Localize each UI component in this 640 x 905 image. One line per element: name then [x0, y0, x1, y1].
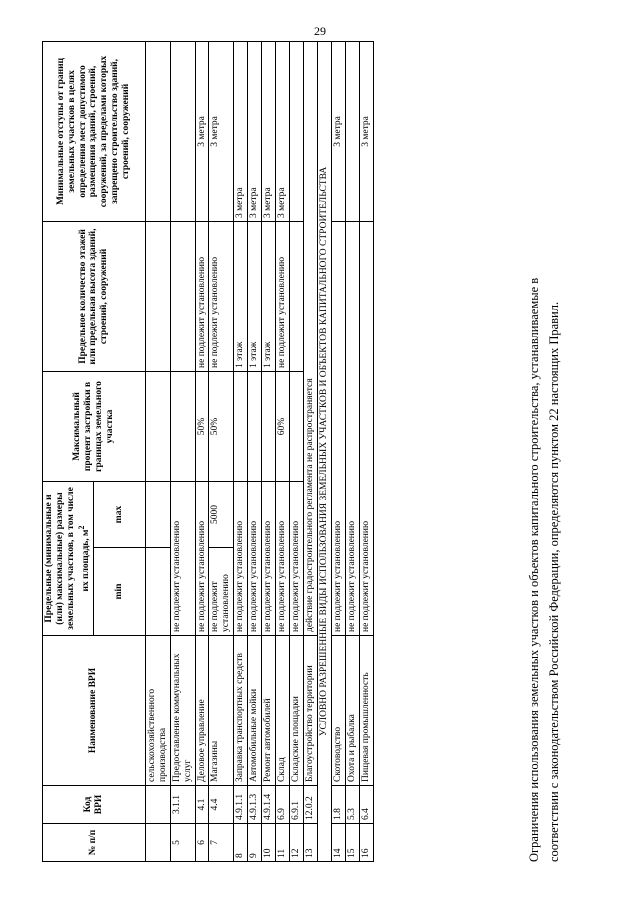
- cell-max: [145, 481, 170, 547]
- cell-num: 12: [289, 824, 303, 862]
- cell-floors: [170, 221, 195, 371]
- cell-name: сельскохозяйственного производства: [145, 636, 170, 786]
- footnote-line-2: соответствии с законодательством Российской Федерации, определяются пунктом 22 настоящих Правил.: [547, 301, 561, 862]
- cell-minmax: не подлежит установлению: [170, 481, 195, 635]
- footnote: [524, 42, 564, 862]
- header-floors: Предельное количество этажей или предельная высота зданий, строений, сооружений: [43, 221, 146, 371]
- regulations-table: [42, 41, 374, 862]
- header-row: [43, 41, 94, 861]
- table-row: [276, 41, 290, 861]
- cell-minmax: не подлежит установлению: [248, 481, 262, 635]
- cell-code: 4.1: [195, 786, 209, 824]
- table-row: [331, 41, 345, 861]
- cell-pct: [234, 371, 248, 481]
- cell-code: 4.4: [209, 786, 234, 824]
- cell-setback: 3 метра: [276, 41, 290, 221]
- cell-num: 15: [345, 824, 359, 862]
- cell-code: 5.3: [345, 786, 359, 824]
- cell-minmax: не подлежит установлению: [289, 481, 303, 635]
- cell-code: 4.9.1.4: [262, 786, 276, 824]
- cell-minmax: не подлежит установлению: [359, 221, 373, 635]
- cell-name: Охота и рыбалка: [345, 636, 359, 786]
- cell-setback: 3 метра: [359, 41, 373, 221]
- header-size: [43, 481, 94, 635]
- cell-code: 3.1.1: [170, 786, 195, 824]
- cell-name: Заправка транспортных средств: [234, 636, 248, 786]
- cell-setback: 3 метра: [234, 41, 248, 221]
- cell-name: Скотоводство: [331, 636, 345, 786]
- table-row: [345, 41, 359, 861]
- table-row: [209, 41, 234, 861]
- cell-floors: [289, 221, 303, 371]
- cell-minmax: не подлежит установлению: [331, 221, 345, 635]
- cell-minmax: не подлежит установлению: [345, 221, 359, 635]
- cell-name: Благоустройство территории: [303, 636, 317, 786]
- cell-name: Автомобильные мойки: [248, 636, 262, 786]
- cell-code: 4.9.1.1: [234, 786, 248, 824]
- table-row: [248, 41, 262, 861]
- cell-name: Деловое управление: [195, 636, 209, 786]
- cell-num: 10: [262, 824, 276, 862]
- header-pct: Максимальный процент застройки в границах земельного участка: [43, 371, 146, 481]
- header-num: № п/п: [43, 824, 146, 862]
- cell-num: 14: [331, 824, 345, 862]
- cell-pct: [248, 371, 262, 481]
- rotated-page-content: [42, 42, 582, 862]
- cell-pct: [262, 371, 276, 481]
- section-title: УСЛОВНО РАЗРЕШЕННЫЕ ВИДЫ ИСПОЛЬЗОВАНИЯ ЗЕМЕЛЬНЫХ УЧАСТКОВ И ОБЪЕКТОВ КАПИТАЛЬНОГО СТРОИТЕЛЬСТВА: [317, 41, 331, 861]
- cell-setback: 3 метра: [331, 41, 345, 221]
- cell-num: 7: [209, 824, 234, 862]
- cell-regulation-note: действие градостроительного регламента не распространяется: [303, 41, 317, 635]
- cell-num: 11: [276, 824, 290, 862]
- table-row: [195, 41, 209, 861]
- table-row: [289, 41, 303, 861]
- cell-name: Предоставление коммунальных услуг: [170, 636, 195, 786]
- footnote-line-1: Ограничения использования земельных участков и объектов капитального строительства, устанавливаемые в: [527, 277, 541, 862]
- cell-minmax: не подлежит установлению: [262, 481, 276, 635]
- cell-min: не подлежит установлению: [209, 548, 234, 636]
- cell-floors: 1 этаж: [262, 221, 276, 371]
- cell-pct: 50%: [195, 371, 209, 481]
- cell-num: 13: [303, 824, 317, 862]
- section-row: [317, 41, 331, 861]
- cell-setback: 3 метра: [248, 41, 262, 221]
- table-row: [170, 41, 195, 861]
- header-min: min: [93, 548, 145, 636]
- cell-name: Ремонт автомобилей: [262, 636, 276, 786]
- cell-num: 6: [195, 824, 209, 862]
- header-size-text: Предельные (минимальные и (или) максимальные) размеры земельных участков, в том числе их площадь, м: [44, 487, 91, 630]
- cell-minmax: не подлежит установлению: [195, 481, 209, 635]
- table-row: [303, 41, 317, 861]
- cell-minmax: не подлежит установлению: [276, 481, 290, 635]
- table-row: [359, 41, 373, 861]
- cell-pct: [289, 371, 303, 481]
- cell-setback: [345, 41, 359, 221]
- cell-num: 16: [359, 824, 373, 862]
- cell-num: 5: [170, 824, 195, 862]
- cell-code: 4.9.1.3: [248, 786, 262, 824]
- header-code: Код ВРИ: [43, 786, 146, 824]
- cell-code: 1.8: [331, 786, 345, 824]
- cell-setback: [289, 41, 303, 221]
- cell-num: 8: [234, 824, 248, 862]
- cell-min: [145, 548, 170, 636]
- cell-pct: [145, 371, 170, 481]
- cell-code: 12.0.2: [303, 786, 317, 824]
- cell-floors: 1 этаж: [234, 221, 248, 371]
- cell-minmax: не подлежит установлению: [234, 481, 248, 635]
- cell-name: Пищевая промышленность: [359, 636, 373, 786]
- cell-setback: [170, 41, 195, 221]
- cell-name: Склад: [276, 636, 290, 786]
- cell-max: 5000: [209, 481, 234, 547]
- cell-floors: не подлежит установлению: [276, 221, 290, 371]
- cell-code: 6.4: [359, 786, 373, 824]
- table-row: [262, 41, 276, 861]
- header-name: Наименование ВРИ: [43, 636, 146, 786]
- cell-code: [145, 786, 170, 824]
- table-row: [145, 41, 170, 861]
- header-max: max: [93, 481, 145, 547]
- page-number: 29: [314, 24, 326, 38]
- cell-code: 6.9: [276, 786, 290, 824]
- cell-name: Магазины: [209, 636, 234, 786]
- cell-pct: [170, 371, 195, 481]
- cell-num: [145, 824, 170, 862]
- cell-floors: не подлежит установлению: [209, 221, 234, 371]
- cell-code: 6.9.1: [289, 786, 303, 824]
- cell-floors: 1 этаж: [248, 221, 262, 371]
- cell-setback: [145, 41, 170, 221]
- cell-num: 9: [248, 824, 262, 862]
- cell-pct: 60%: [276, 371, 290, 481]
- header-size-sup: 2: [76, 525, 86, 530]
- table-row: [234, 41, 248, 861]
- cell-setback: 3 метра: [209, 41, 234, 221]
- cell-setback: 3 метра: [195, 41, 209, 221]
- cell-setback: 3 метра: [262, 41, 276, 221]
- cell-pct: 50%: [209, 371, 234, 481]
- cell-floors: [145, 221, 170, 371]
- header-setback: Минимальные отступы от границ земельных участков в целях определения мест допустимого размещения зданий, строений, сооружений, за пределами которых запрещено строительство зданий, строений, сооружений: [43, 41, 146, 221]
- cell-floors: не подлежит установлению: [195, 221, 209, 371]
- cell-name: Складские площадки: [289, 636, 303, 786]
